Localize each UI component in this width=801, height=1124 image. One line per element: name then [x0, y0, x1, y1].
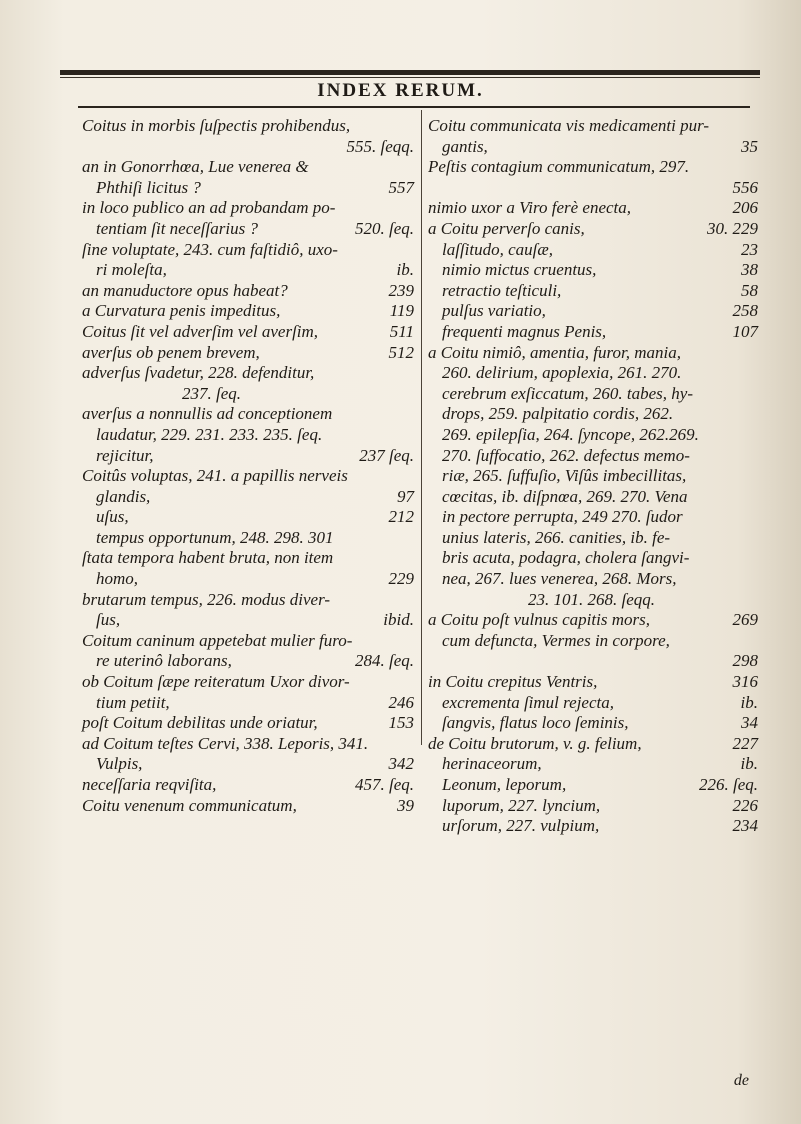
entry-text: a Coitu nimiô, amentia, furor, mania,	[428, 342, 681, 362]
entry-text: riæ, 265. ſuffuſio, Viſûs imbecillitas,	[442, 466, 687, 486]
index-entry	[82, 363, 414, 384]
page-reference: 556	[732, 177, 758, 197]
entry-text: laſſitudo, cauſæ,	[442, 239, 553, 259]
entry-text: Peſtis contagium communicatum, 297.	[428, 157, 690, 177]
entry-text: nea, 267. lues venerea, 268. Mors,	[442, 569, 677, 589]
page-reference: 557	[388, 177, 414, 197]
page-reference: 226	[732, 795, 758, 815]
entry-text: excrementa ſimul rejecta,	[442, 692, 614, 712]
column-divider	[421, 110, 422, 745]
left-column	[82, 116, 414, 816]
index-entry	[82, 466, 414, 487]
index-entry	[82, 260, 414, 281]
index-entry	[82, 425, 414, 446]
index-entry	[428, 260, 758, 281]
entry-text: tium petiit,	[96, 692, 170, 712]
entry-text: herinaceorum,	[442, 754, 542, 774]
entry-text: averſus a nonnullis ad conceptionem	[82, 404, 333, 424]
entry-text: ri moleſta,	[96, 260, 167, 280]
entry-text: 260. delirium, apoplexia, 261. 270.	[442, 363, 682, 383]
entry-text: ſus,	[96, 610, 121, 630]
page-reference: 34	[741, 713, 758, 733]
page-reference: 512	[388, 342, 414, 362]
page-reference: 39	[397, 795, 414, 815]
page-reference: 206	[732, 198, 758, 218]
top-ornament-rule	[60, 70, 760, 75]
index-entry	[428, 590, 758, 611]
entry-text: cerebrum exſiccatum, 260. tabes, hy-	[442, 383, 693, 403]
entry-text: nimio uxor a Viro ferè enecta,	[428, 198, 632, 218]
index-entry	[82, 322, 414, 343]
page-reference: 229	[388, 569, 414, 589]
index-entry	[82, 528, 414, 549]
index-entry	[428, 157, 758, 178]
entry-text: Coitus ſit vel adverſim vel averſim,	[82, 321, 319, 341]
page-reference: 246	[388, 692, 414, 712]
page-header: INDEX RERUM.	[317, 80, 484, 101]
entry-text: ad Coitum teſtes Cervi, 338. Leporis, 341.	[82, 733, 369, 753]
index-entry	[428, 631, 758, 652]
page-reference: 119	[389, 301, 414, 321]
entry-text: Phthiſi licitus ?	[96, 177, 201, 197]
index-entry	[82, 487, 414, 508]
entry-text: gantis,	[442, 136, 488, 156]
entry-text: pulſus variatio,	[442, 301, 546, 321]
entry-text: an in Gonorrhœa, Lue venerea &	[82, 157, 309, 177]
entry-text: uſus,	[96, 507, 129, 527]
index-entry	[428, 754, 758, 775]
entry-text: Coitu communicata vis medicamenti pur-	[428, 116, 710, 135]
entry-text: adverſus ſvadetur, 228. defenditur,	[82, 363, 315, 383]
entry-text: ſtata tempora habent bruta, non item	[82, 548, 334, 568]
page-reference: 258	[732, 301, 758, 321]
index-entry	[82, 404, 414, 425]
index-entry	[428, 384, 758, 405]
index-entry	[428, 672, 758, 693]
index-entry	[428, 487, 758, 508]
entry-text: frequenti magnus Penis,	[442, 321, 607, 341]
page-reference: 239	[388, 280, 414, 300]
entry-text: Coitûs voluptas, 241. a papillis nerveis	[82, 466, 348, 486]
index-entry	[428, 178, 758, 199]
page-reference: ib.	[396, 260, 414, 280]
catchword: de	[733, 1072, 749, 1089]
index-entry	[428, 775, 758, 796]
index-entry	[82, 219, 414, 240]
entry-text: in Coitu crepitus Ventris,	[428, 672, 598, 692]
index-entry	[82, 693, 414, 714]
entry-text: tentiam ſit neceſſarius ?	[96, 218, 258, 238]
index-entry	[428, 404, 758, 425]
page-reference: 555. ſeqq.	[346, 136, 414, 156]
index-entry	[82, 446, 414, 467]
entry-text: in loco publico an ad probandam po-	[82, 198, 336, 218]
entry-text: homo,	[96, 569, 139, 589]
page-reference: 227	[732, 733, 758, 753]
page-reference: 23	[741, 239, 758, 259]
entry-text: de Coitu brutorum, v. g. felium,	[428, 733, 642, 753]
index-entry	[428, 322, 758, 343]
index-entry	[82, 775, 414, 796]
page-reference: 212	[388, 507, 414, 527]
index-entry	[428, 343, 758, 364]
page-reference: ib.	[740, 754, 758, 774]
entry-text: a Coitu perverſo canis,	[428, 218, 585, 238]
index-entry	[428, 528, 758, 549]
index-entry	[428, 816, 758, 837]
entry-text: 269. epilepſia, 264. ſyncope, 262.269.	[442, 424, 699, 444]
page-reference: 237 ſeq.	[359, 445, 414, 465]
entry-text: ſine voluptate, 243. cum faſtidiô, uxo-	[82, 239, 338, 259]
entry-text: ſangvis, flatus loco ſeminis,	[442, 713, 629, 733]
page-reference: 153	[388, 713, 414, 733]
page-reference: 342	[388, 754, 414, 774]
entry-text: brutarum tempus, 226. modus diver-	[82, 589, 331, 609]
entry-text: tempus opportunum, 248. 298. 301	[96, 527, 334, 547]
index-entry	[428, 713, 758, 734]
entry-text: Coitum caninum appetebat mulier furo-	[82, 630, 353, 650]
entry-text: Leonum, leporum,	[442, 775, 567, 794]
right-column	[428, 116, 758, 837]
entry-text: in pectore perrupta, 249 270. ſudor	[442, 507, 683, 527]
entry-text: an manuductore opus habeat?	[82, 280, 288, 300]
index-entry	[82, 713, 414, 734]
entry-text: laudatur, 229. 231. 233. 235. ſeq.	[96, 424, 323, 444]
page-reference: 511	[389, 321, 414, 341]
index-entry	[428, 219, 758, 240]
index-entry	[428, 301, 758, 322]
index-entry	[428, 507, 758, 528]
entry-text: Vulpis,	[96, 754, 143, 774]
index-entry	[82, 734, 414, 755]
index-entry	[82, 198, 414, 219]
page-reference: 30. 229	[707, 218, 758, 238]
index-entry	[428, 446, 758, 467]
index-entry	[82, 343, 414, 364]
index-entry	[82, 754, 414, 775]
index-entry	[82, 157, 414, 178]
index-entry	[428, 363, 758, 384]
index-entry	[82, 301, 414, 322]
index-entry	[428, 569, 758, 590]
page-reference: 35	[741, 136, 758, 156]
entry-text: glandis,	[96, 486, 151, 506]
index-entry	[82, 651, 414, 672]
index-entry	[428, 281, 758, 302]
index-entry	[428, 116, 758, 137]
entry-text: 23. 101. 268. ſeqq.	[528, 589, 656, 609]
index-entry	[428, 425, 758, 446]
page-reference: 107	[732, 321, 758, 341]
index-entry	[82, 548, 414, 569]
page-reference: 226. ſeq.	[698, 775, 758, 794]
index-entry	[82, 384, 414, 405]
index-entry	[82, 116, 414, 137]
index-entry	[428, 198, 758, 219]
index-entry	[82, 240, 414, 261]
page-reference: 520. ſeq.	[354, 218, 414, 238]
entry-text: nimio mictus cruentus,	[442, 260, 597, 280]
index-entry	[82, 281, 414, 302]
entry-text: rejicitur,	[96, 445, 154, 465]
index-entry	[428, 796, 758, 817]
index-entry	[428, 548, 758, 569]
entry-text: ob Coitum ſæpe reiteratum Uxor divor-	[82, 672, 350, 692]
index-entry	[82, 796, 414, 817]
top-thin-rule	[60, 77, 760, 78]
entry-text: averſus ob penem brevem,	[82, 342, 260, 362]
entry-text: neceſſaria reqviſita,	[82, 775, 217, 794]
entry-text: 270. ſuffocatio, 262. defectus memo-	[442, 445, 690, 465]
entry-text: poſt Coitum debilitas unde oriatur,	[82, 713, 318, 733]
page-reference: 298	[732, 651, 758, 671]
index-entry	[82, 137, 414, 158]
page-reference: ibid.	[383, 610, 414, 630]
entry-text: bris acuta, podagra, cholera ſangvi-	[442, 548, 690, 568]
entry-text: re uterinô laborans,	[96, 651, 232, 671]
entry-text: a Curvatura penis impeditus,	[82, 301, 281, 321]
page-reference: 269	[732, 610, 758, 630]
index-entry	[82, 672, 414, 693]
entry-text: cum defuncta, Vermes in corpore,	[442, 630, 670, 650]
index-entry	[428, 466, 758, 487]
entry-text: 237. ſeq.	[182, 383, 242, 403]
entry-text: a Coitu poſt vulnus capitis mors,	[428, 610, 650, 630]
page-reference: 284. ſeq.	[354, 651, 414, 671]
index-entry	[82, 610, 414, 631]
index-entry	[82, 631, 414, 652]
index-entry	[428, 610, 758, 631]
entry-text: drops, 259. palpitatio cordis, 262.	[442, 404, 674, 424]
page-reference: ib.	[740, 692, 758, 712]
index-entry	[428, 693, 758, 714]
index-entry	[82, 590, 414, 611]
page-reference: 97	[397, 486, 414, 506]
index-entry	[428, 240, 758, 261]
entry-text: retractio teſticuli,	[442, 280, 562, 300]
index-entry	[428, 734, 758, 755]
index-entry	[82, 569, 414, 590]
page-reference: 38	[741, 260, 758, 280]
index-entry	[82, 507, 414, 528]
page-reference: 58	[741, 280, 758, 300]
index-entry	[428, 651, 758, 672]
entry-text: urſorum, 227. vulpium,	[442, 816, 600, 836]
page-reference: 234	[732, 816, 758, 836]
index-entry	[82, 178, 414, 199]
entry-text: Coitus in morbis ſuſpectis prohibendus,	[82, 116, 351, 135]
entry-text: unius lateris, 266. canities, ib. fe-	[442, 527, 671, 547]
page-reference: 316	[732, 672, 758, 692]
entry-text: Coitu venenum communicatum,	[82, 795, 297, 815]
header-rule	[78, 106, 750, 108]
entry-text: cœcitas, ib. diſpnœa, 269. 270. Vena	[442, 486, 688, 506]
index-entry	[428, 137, 758, 158]
page-reference: 457. ſeq.	[354, 775, 414, 794]
entry-text: luporum, 227. lyncium,	[442, 795, 601, 815]
